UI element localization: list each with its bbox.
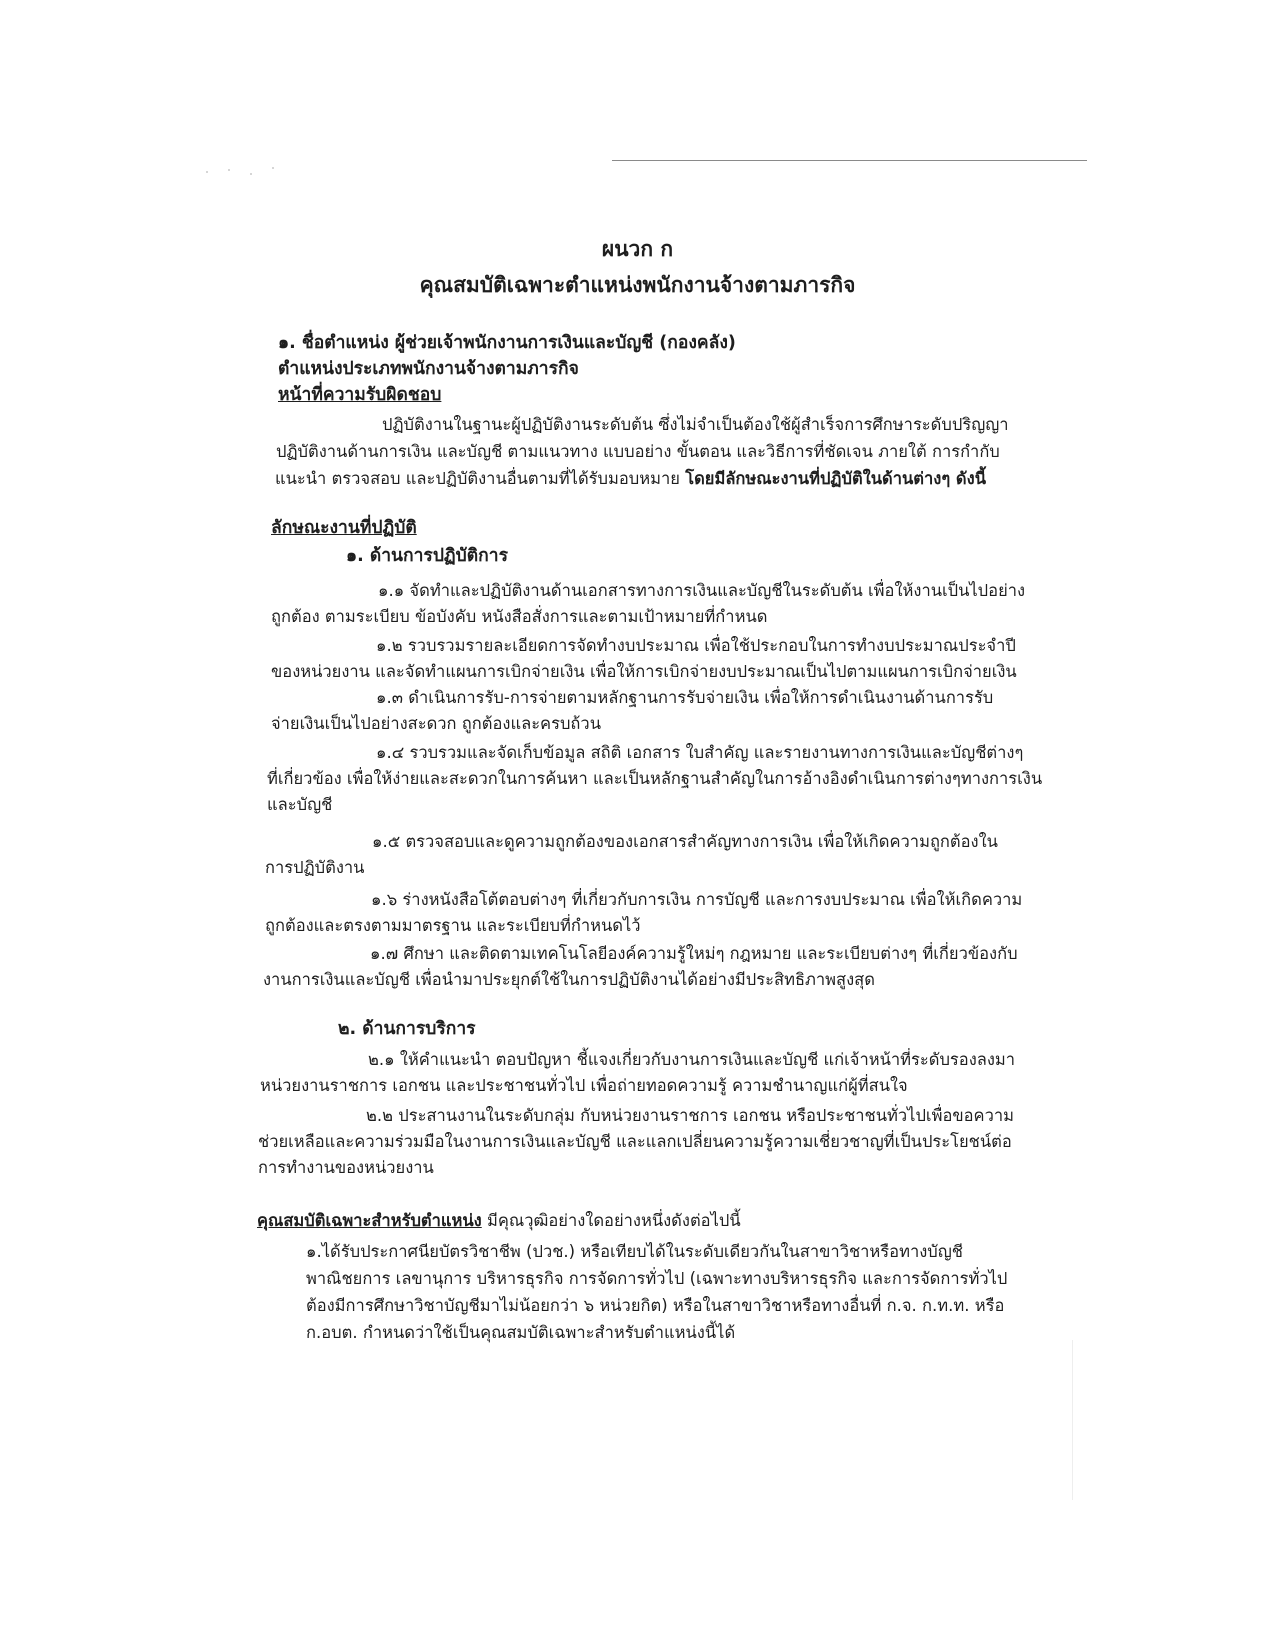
scan-edge-mark [1072,1340,1073,1500]
section-1-line: จ่ายเงินเป็นไปอย่างสะดวก ถูกต้องและครบถ้วน [271,714,601,733]
qualification-line: ต้องมีการศึกษาวิชาบัญชีมาไม่น้อยกว่า ๖ หน่วยกิต) หรือในสาขาวิชาหรือทางอื่นที่ ก.จ. ก.ท.ท. หรือ [306,1296,1005,1315]
section-1-line: งานการเงินและบัญชี เพื่อนำมาประยุกต์ใช้ในการปฏิบัติงานได้อย่างมีประสิทธิภาพสูงสุด [263,970,875,989]
section-1-line: และบัญชี [267,795,333,814]
duties-heading: หน้าที่ความรับผิดชอบ [278,385,442,405]
duties-line-plain: แนะนำ ตรวจสอบ และปฏิบัติงานอื่นตามที่ได้รับมอบหมาย [275,469,686,488]
section-1-line: ๑.๒ รวบรวมรายละเอียดการจัดทำงบประมาณ เพื่อใช้ประกอบในการทำงบประมาณประจำปี [376,636,1016,655]
document-title: คุณสมบัติเฉพาะตำแหน่งพนักงานจ้างตามภารกิจ [419,273,856,297]
section-2-line: ๒.๑ ให้คำแนะนำ ตอบปัญหา ชี้แจงเกี่ยวกับงานการเงินและบัญชี แก่เจ้าหน้าที่ระดับรองลงมา [368,1050,1016,1069]
qualification-line: พาณิชยการ เลขานุการ บริหารธุรกิจ การจัดการทั่วไป (เฉพาะทางบริหารธุรกิจ และการจัดการทั่วไป [306,1269,1008,1288]
section-2-heading: ๒. ด้านการบริการ [338,1019,476,1039]
section-2-line: ช่วยเหลือและความร่วมมือในงานการเงินและบัญชี และแลกเปลี่ยนความรู้ความเชี่ยวชาญที่เป็นประโยชน์ต่อ [258,1132,1012,1151]
section-1-line: ๑.๓ ดำเนินการรับ-การจ่ายตามหลักฐานการรับจ่ายเงิน เพื่อให้การดำเนินงานด้านการรับ [376,688,994,707]
section-1-line: ๑.๗ ศึกษา และติดตามเทคโนโลยีองค์ความรู้ใหม่ๆ กฎหมาย และระเบียบต่างๆ ที่เกี่ยวข้องกับ [370,944,1018,963]
scan-specks [206,165,286,177]
section-2-line: หน่วยงานราชการ เอกชน และประชาชนทั่วไป เพื่อถ่ายทอดความรู้ ความชำนาญแก่ผู้ที่สนใจ [260,1076,908,1095]
section-1-line: การปฏิบัติงาน [265,858,365,877]
section-1-line: ถูกต้องและตรงตามมาตรฐาน และระเบียบที่กำหนดไว้ [265,916,641,935]
section-1-line: ที่เกี่ยวข้อง เพื่อให้ง่ายและสะดวกในการค้นหา และเป็นหลักฐานสำคัญในการอ้างอิงดำเนินการต่างๆทางการเงิน [267,769,1043,788]
section-1-heading: ๑. ด้านการปฏิบัติการ [346,546,508,566]
section-1-line: ๑.๔ รวบรวมและจัดเก็บข้อมูล สถิติ เอกสาร ใบสำคัญ และรายงานทางการเงินและบัญชีต่างๆ [376,743,1024,762]
section-1-line: ๑.๖ ร่างหนังสือโต้ตอบต่างๆ ที่เกี่ยวกับการเงิน การบัญชี และการงบประมาณ เพื่อให้เกิดความ [371,890,1023,909]
section-1-line: ถูกต้อง ตามระเบียบ ข้อบังคับ หนังสือสั่งการและตามเป้าหมายที่กำหนด [271,607,768,626]
position-type: ตำแหน่งประเภทพนักงานจ้างตามภารกิจ [278,359,579,379]
work-heading: ลักษณะงานที่ปฏิบัติ [271,518,417,538]
section-2-line: ๒.๒ ประสานงานในระดับกลุ่ม กับหน่วยงานราชการ เอกชน หรือประชาชนทั่วไปเพื่อขอความ [366,1106,1014,1125]
section-2-line: การทำงานของหน่วยงาน [258,1158,434,1177]
duties-line: ปฏิบัติงานในฐานะผู้ปฏิบัติงานระดับต้น ซึ่งไม่จำเป็นต้องใช้ผู้สำเร็จการศึกษาระดับปริญญา [382,415,1009,434]
qualification-heading: คุณสมบัติเฉพาะสำหรับตำแหน่ง [257,1211,482,1230]
section-1-line: ๑.๑ จัดทำและปฏิบัติงานด้านเอกสารทางการเงินและบัญชีในระดับต้น เพื่อให้งานเป็นไปอย่าง [378,581,1026,600]
duties-line-bold: โดยมีลักษณะงานที่ปฏิบัติในด้านต่างๆ ดังนี้ [685,469,986,488]
duties-line: ปฏิบัติงานด้านการเงิน และบัญชี ตามแนวทาง แบบอย่าง ขั้นตอน และวิธีการที่ชัดเจน ภายใต้ การกำกับ [276,442,1000,461]
qualification-line: ๑.ได้รับประกาศนียบัตรวิชาชีพ (ปวช.) หรือเทียบได้ในระดับเดียวกันในสาขาวิชาหรือทางบัญชี [306,1242,963,1261]
section-1-line: ของหน่วยงาน และจัดทำแผนการเบิกจ่ายเงิน เพื่อให้การเบิกจ่ายงบประมาณเป็นไปตามแผนการเบิกจ่ายเงิน [271,662,1017,681]
section-1-line: ๑.๕ ตรวจสอบและดูความถูกต้องของเอกสารสำคัญทางการเงิน เพื่อให้เกิดความถูกต้องใน [372,832,998,851]
annex-label: ผนวก ก [601,237,674,261]
qualification-heading-line [257,1208,741,1234]
qualification-line: ก.อบต. กำหนดว่าใช้เป็นคุณสมบัติเฉพาะสำหรับตำแหน่งนี้ได้ [306,1323,736,1342]
position-heading: ๑. ชื่อตำแหน่ง ผู้ช่วยเจ้าพนักงานการเงินและบัญชี (กองคลัง) [278,333,736,353]
qualification-intro: มีคุณวุฒิอย่างใดอย่างหนึ่งดังต่อไปนี้ [481,1211,741,1230]
duties-line [275,466,986,492]
scan-line [612,160,1087,161]
